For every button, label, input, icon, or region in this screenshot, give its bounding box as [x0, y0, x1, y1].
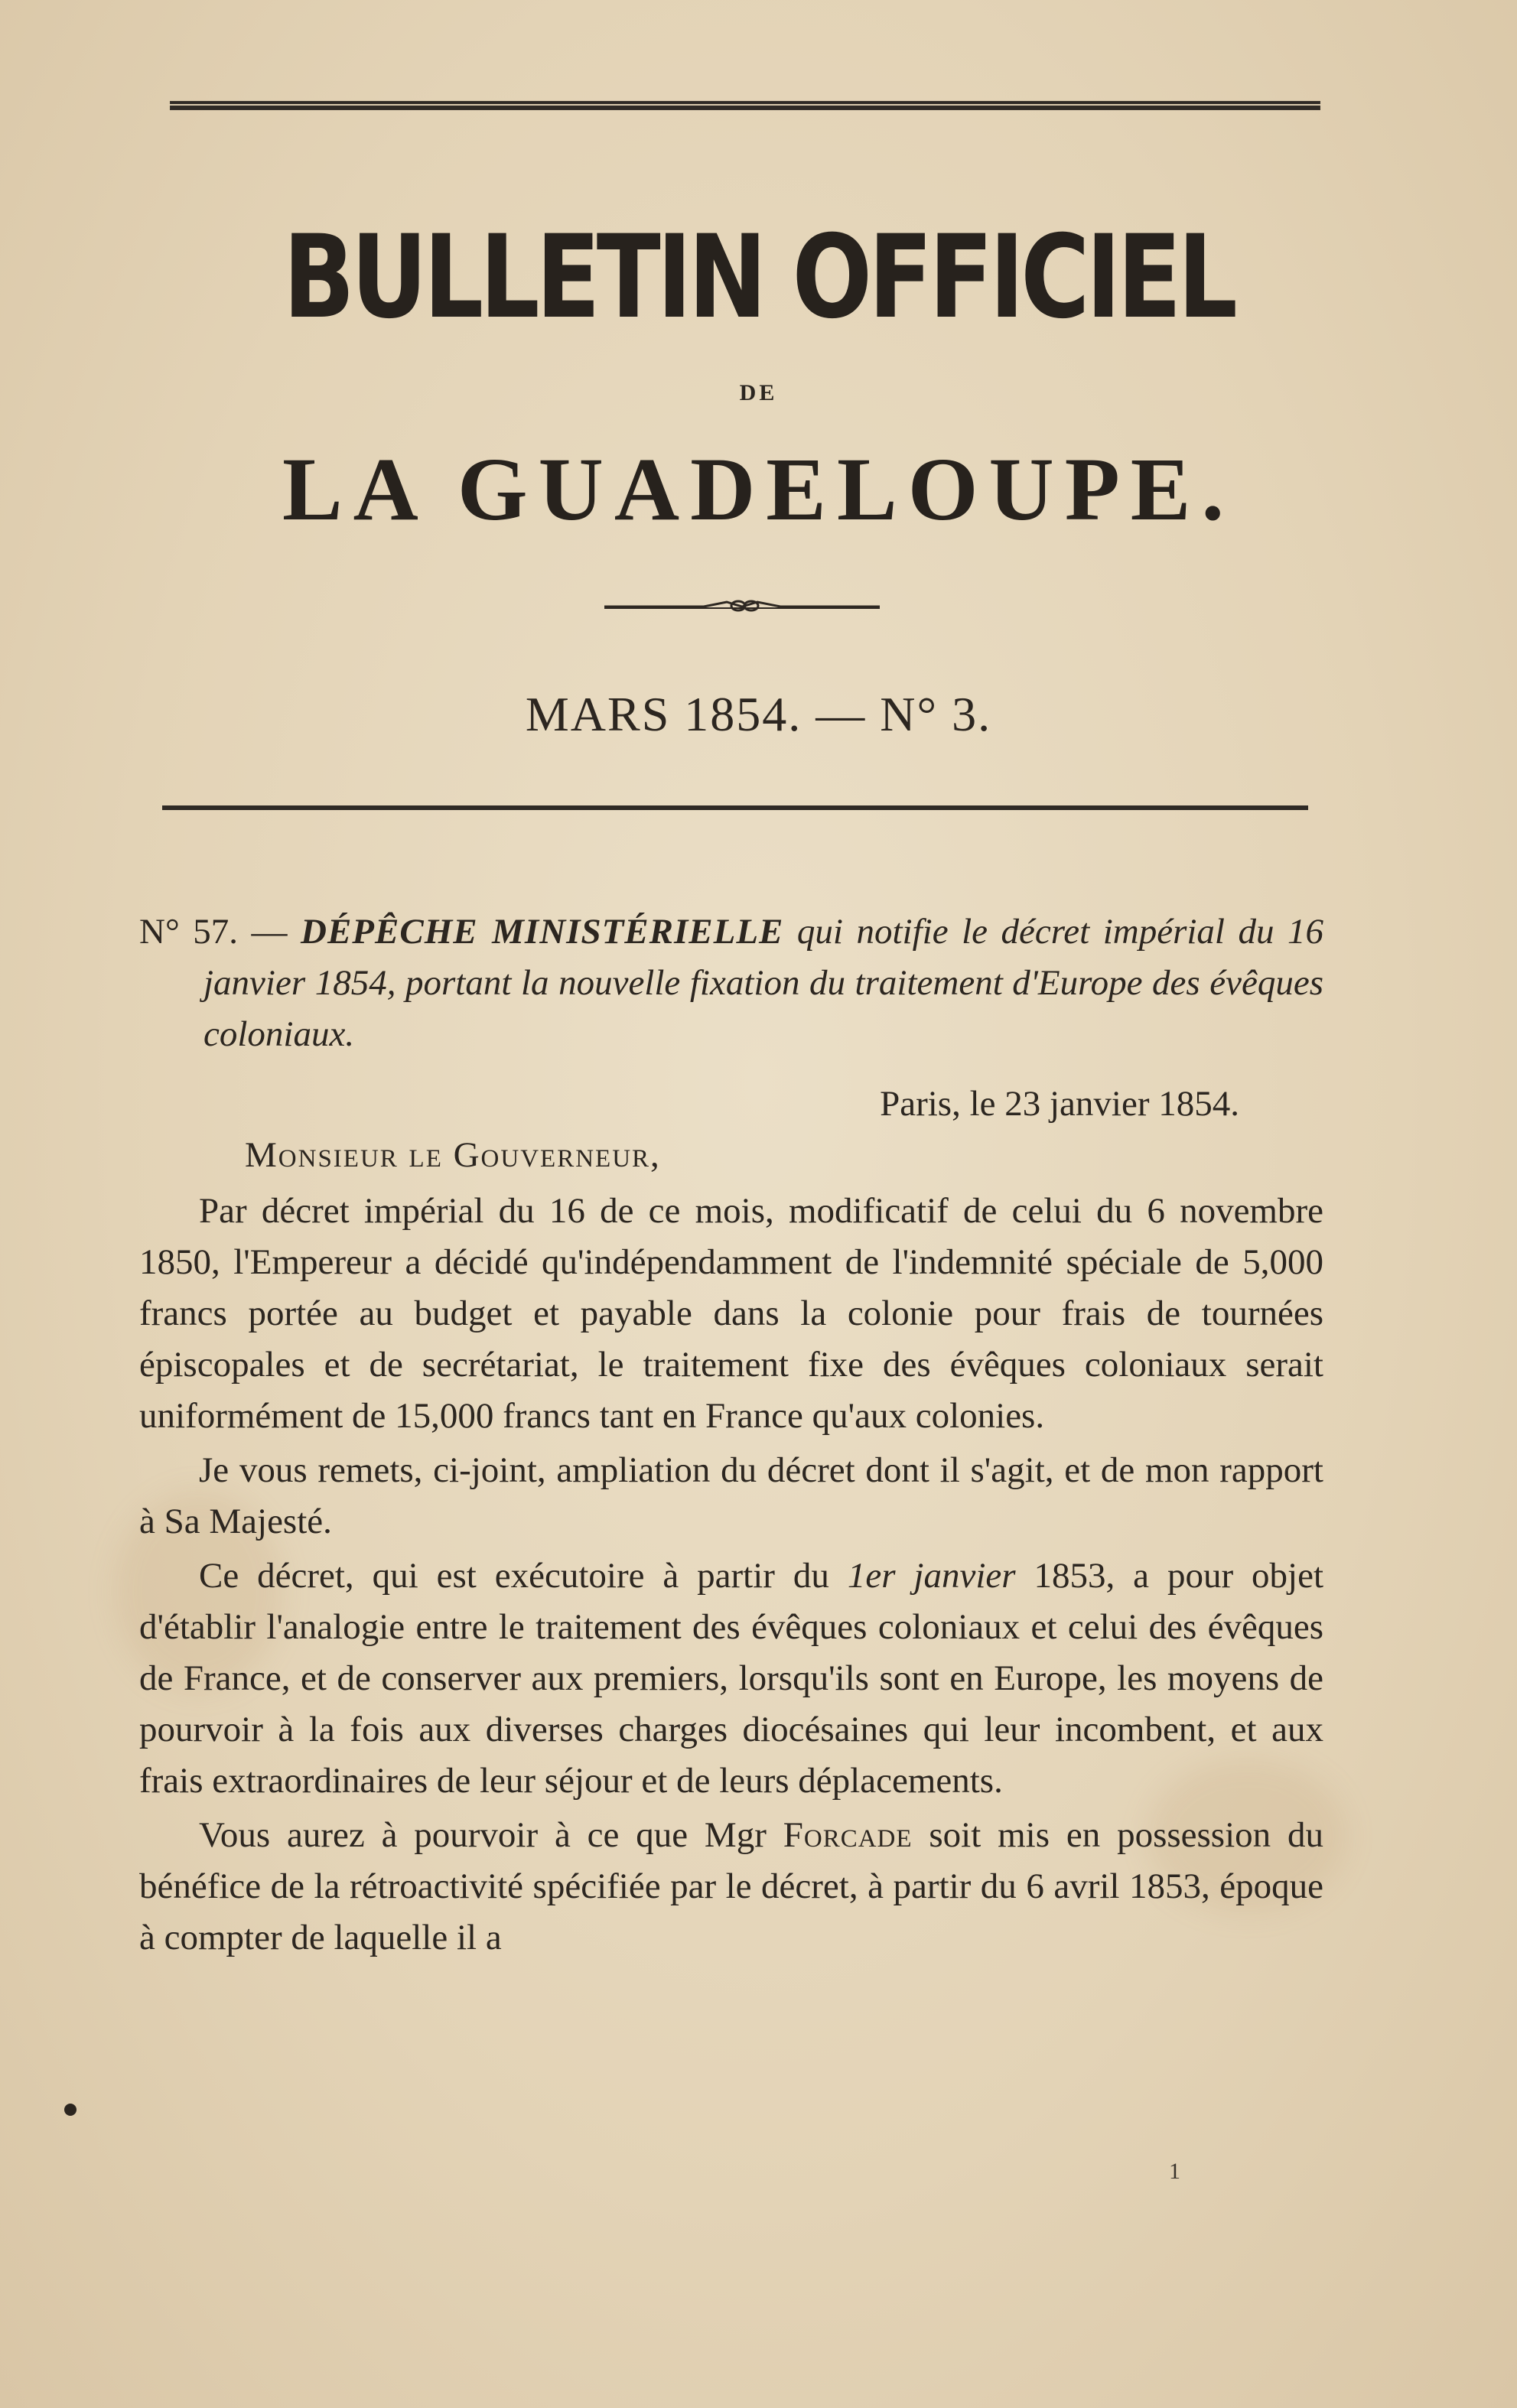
middle-rule — [162, 805, 1308, 810]
salutation: Monsieur le Gouverneur, — [245, 1135, 661, 1175]
article-body — [139, 906, 1323, 1967]
paragraph: Je vous remets, ci-joint, ampliation du décret dont il s'agit, et de mon rapport à Sa Majesté. — [139, 1450, 1323, 1541]
dateline: Paris, le 23 janvier 1854. — [880, 1084, 1239, 1124]
masthead-de: DE — [739, 380, 778, 405]
issue-line: MARS 1854. — N° 3. — [525, 687, 992, 741]
paragraph-text: Ce décret, qui est exécutoire à partir du — [199, 1556, 848, 1596]
masthead-place: LA GUADELOUPE. — [282, 439, 1235, 539]
paragraph: Par décret impérial du 16 de ce mois, modificatif de celui du 6 novembre 1850, l'Empereur a décidé qu'indépendamment de l'indemnité spéciale de 5,000 francs portée au budget et payable dans la colonie pour frais de tournées épiscopales et de secrétariat, le traitement fixe des évêques coloniaux serait uniformément de 15,000 francs tant en France qu'aux colonies. — [139, 1191, 1323, 1436]
paragraph-text: Vous aurez à pourvoir à ce que Mgr — [199, 1815, 783, 1855]
ornament-divider — [604, 596, 880, 616]
masthead-title: BULLETIN OFFICIEL — [282, 211, 1234, 344]
paragraph-text: 1853, a pour objet d'établir l'analogie entre le traitement des évêques coloniaux et celui des évêques de France, et de conserver aux premiers, lorsqu'ils sont en Europe, les moyens de pourvoir à la fois aux diverses charges diocésaines qui leur incombent, et aux frais extraordinaires de leur séjour et de leurs déplacements. — [139, 1556, 1324, 1801]
person-name: Forcade — [783, 1815, 913, 1855]
paragraph — [139, 1810, 1323, 1964]
signature-mark: 1 — [1169, 2159, 1180, 2184]
margin-dot — [64, 2104, 77, 2116]
article-heading — [139, 906, 1323, 1060]
article-type: DÉPÊCHE MINISTÉRIELLE — [301, 912, 784, 952]
paragraph-text: soit mis en possession du bénéfice de la rétroactivité spécifiée par le décret, à partir du 6 avril 1853, époque à compter de laquelle il a — [139, 1815, 1323, 1957]
article-subject: qui notifie le décret impérial du 16 janvier 1854, portant la nouvelle fixation du traitement d'Europe des évêques coloniaux. — [203, 912, 1323, 1054]
article-number: N° 57. — — [139, 912, 301, 952]
paragraph-date: 1er janvier — [847, 1556, 1016, 1596]
top-rule — [170, 101, 1320, 110]
paragraph — [139, 1551, 1323, 1807]
